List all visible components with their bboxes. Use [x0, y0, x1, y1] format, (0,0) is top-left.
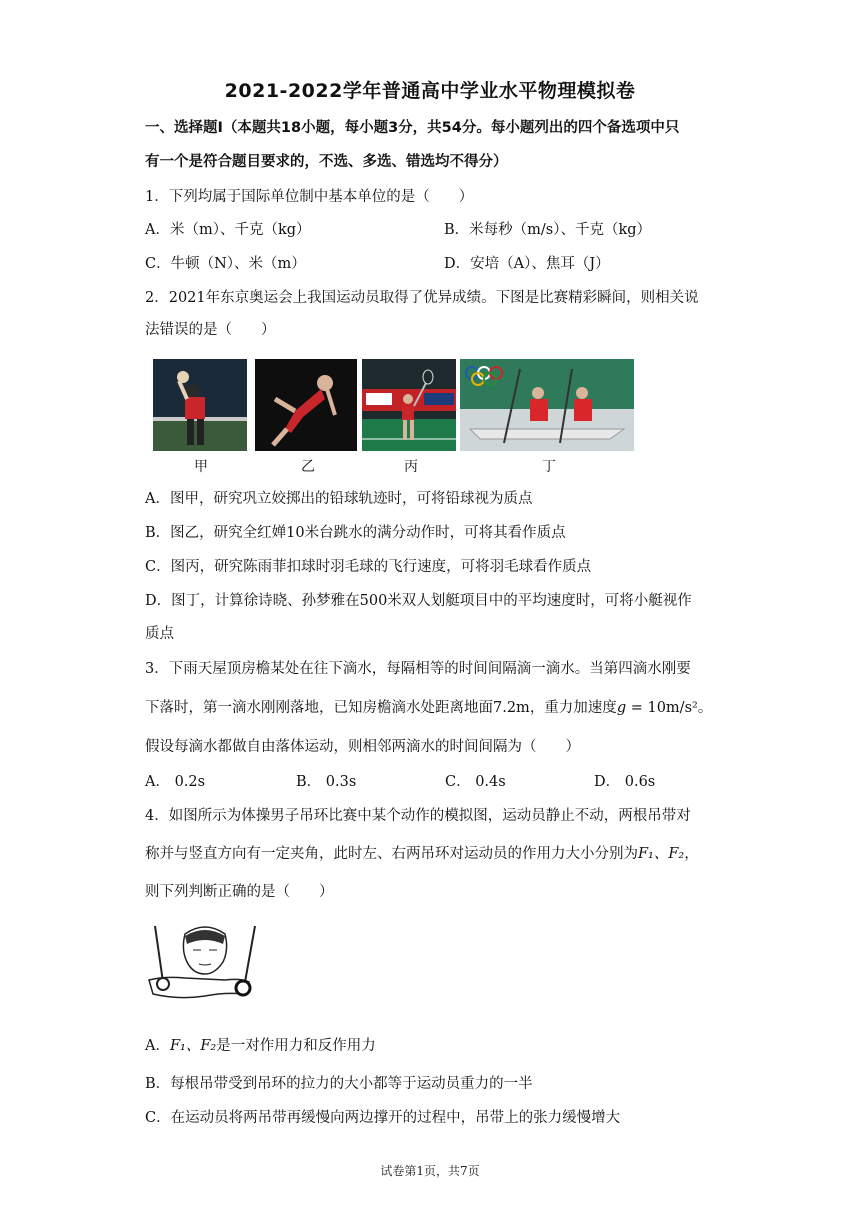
- q1-stem: 1．下列均属于国际单位制中基本单位的是（ ）: [145, 189, 474, 205]
- q3-stem-line3: 假设每滴水都做自由落体运动，则相邻两滴水的时间间隔为（ ）: [145, 739, 580, 755]
- page-footer: 试卷第1页，共7页: [380, 1164, 480, 1178]
- q2-option-d-line2: 质点: [145, 626, 174, 642]
- q2-stem-line1: 2．2021年东京奥运会上我国运动员取得了优异成绩。下图是比赛精彩瞬间，则相关说: [145, 290, 699, 306]
- q3-g-symbol: g: [616, 700, 627, 716]
- q3-option-b: B． 0.3s: [296, 774, 357, 790]
- q4-option-b: B．每根吊带受到吊环的拉力的大小都等于运动员重力的一半: [145, 1076, 533, 1092]
- rings-gymnast-illustration: [145, 920, 265, 1010]
- q3-option-d: D． 0.6s: [594, 774, 656, 790]
- photo-canoe: [460, 359, 634, 451]
- q2-option-b: B．图乙，研究全红婵10米台跳水的满分动作时，可将其看作质点: [145, 525, 566, 541]
- q3-stem-text: 下落时，第一滴水刚刚落地，已知房檐滴水处距离地面: [145, 700, 493, 716]
- q1-option-a: A．米（m）、千克（kg）: [145, 222, 311, 238]
- q4-stem-text: 称并与竖直方向有一定夹角，此时左、右两吊环对运动员的作用力大小分别为: [145, 846, 638, 862]
- q4-stem-line3: 则下列判断正确的是（ ）: [145, 884, 334, 900]
- section-heading-line2: 有一个是符合题目要求的，不选、多选、错选均不得分）: [145, 154, 508, 170]
- photo-shot-put: [153, 359, 247, 451]
- q3-g-value: = 10m/s²: [626, 700, 698, 716]
- photo-badminton: [362, 359, 456, 451]
- q1-option-c: C．牛顿（N）、米（m）: [145, 256, 306, 272]
- q2-option-c: C．图丙，研究陈雨菲扣球时羽毛球的飞行速度，可将羽毛球看作质点: [145, 559, 592, 575]
- q3-stem-line2: [145, 698, 712, 718]
- q3-option-a: A． 0.2s: [145, 774, 206, 790]
- q4-stem-line1: 4．如图所示为体操男子吊环比赛中某个动作的模拟图，运动员静止不动，两根吊带对: [145, 808, 691, 824]
- q3-option-c: C． 0.4s: [445, 774, 506, 790]
- caption-yi: 乙: [301, 459, 315, 475]
- q4-option-a-symbols: F₁、F₂: [169, 1038, 217, 1054]
- q4-stem-end: ，: [684, 846, 699, 862]
- q4-option-c: C．在运动员将两吊带再缓慢向两边撑开的过程中，吊带上的张力缓慢增大: [145, 1110, 621, 1126]
- q4-option-a-text: 是一对作用力和反作用力: [216, 1038, 376, 1054]
- q3-stem-end: 。: [697, 700, 713, 716]
- q4-option-a: [145, 1036, 376, 1056]
- q4-force-symbols: F₁、F₂: [638, 846, 685, 862]
- caption-ding: 丁: [542, 459, 556, 475]
- q3-stem-text-2: ，重力加速度: [529, 700, 617, 716]
- q3-height-value: 7.2m: [493, 700, 530, 716]
- q1-option-d: D．安培（A）、焦耳（J）: [444, 256, 610, 272]
- caption-jia: 甲: [194, 459, 208, 475]
- q2-option-a: A．图甲，研究巩立姣掷出的铅球轨迹时，可将铅球视为质点: [145, 491, 533, 507]
- q4-option-a-label: A．: [145, 1038, 170, 1054]
- q3-stem-line1: 3．下雨天屋顶房檐某处在往下滴水，每隔相等的时间间隔滴一滴水。当第四滴水刚要: [145, 661, 691, 677]
- q2-stem-line2: 法错误的是（ ）: [145, 322, 276, 338]
- caption-bing: 丙: [404, 459, 418, 475]
- section-heading-line1: 一、选择题Ⅰ（本题共18小题，每小题3分，共54分。每小题列出的四个备选项中只: [145, 120, 680, 136]
- q1-option-b: B．米每秒（m/s）、千克（kg）: [444, 222, 652, 238]
- q4-stem-line2: [145, 844, 699, 864]
- page-title: 2021-2022学年普通高中学业水平物理模拟卷: [224, 80, 636, 102]
- photo-diving: [255, 359, 357, 451]
- q2-option-d-line1: D．图丁，计算徐诗晓、孙梦雅在500米双人划艇项目中的平均速度时，可将小艇视作: [145, 593, 692, 609]
